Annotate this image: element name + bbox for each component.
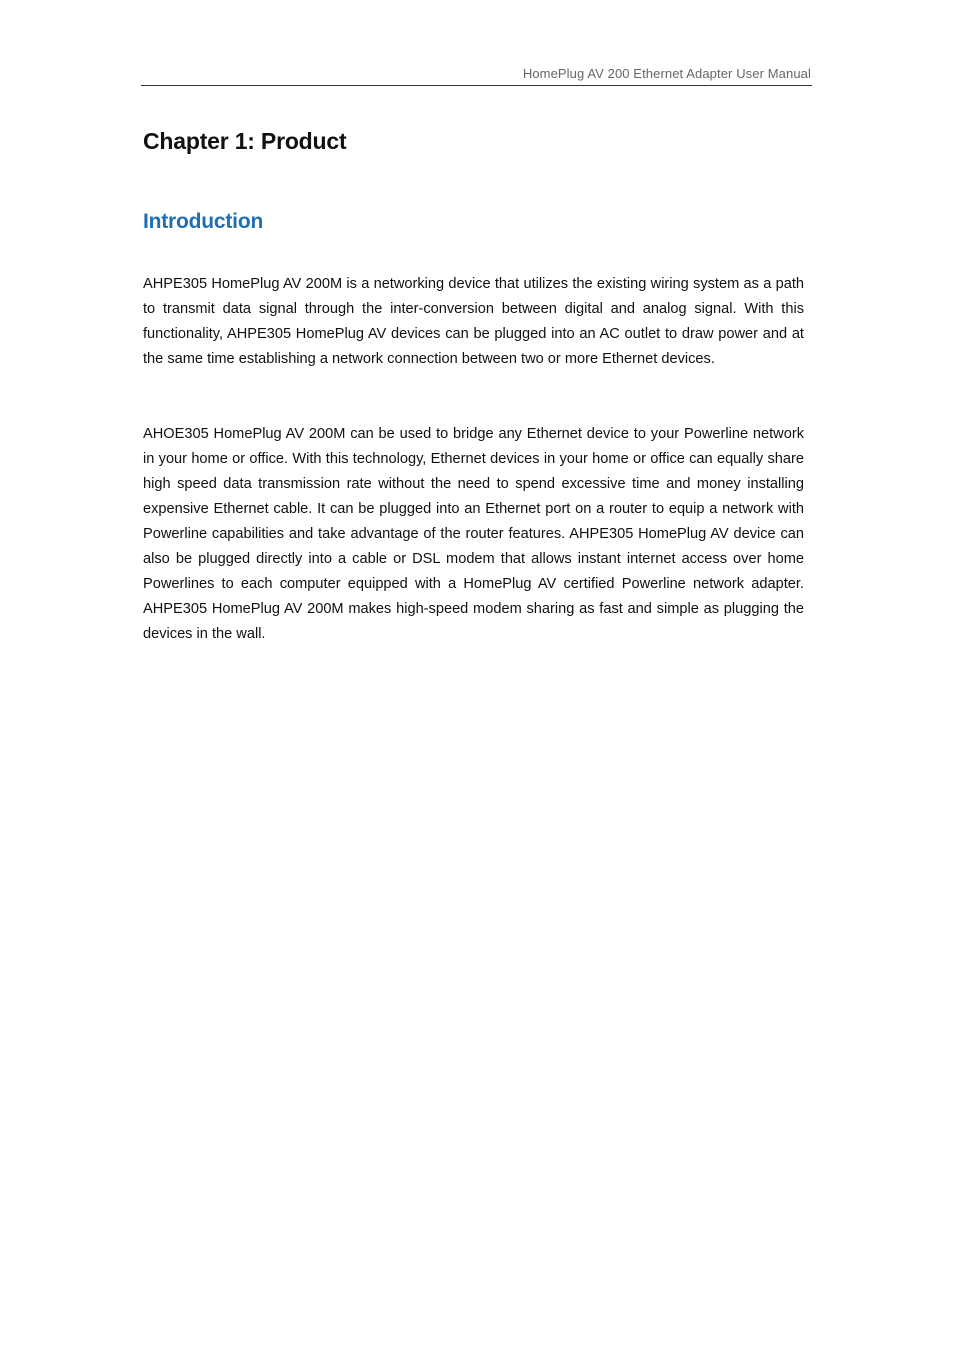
section-title: Introduction <box>143 210 264 233</box>
body-paragraph: AHPE305 HomePlug AV 200M is a networking device that utilizes the existing wiring system as a path to transmit data signal through the inter-conversion between digital and analog signal. With this functionality, AHPE305 HomePlug AV devices can be plugged into an AC outlet to draw power and at the same time establishing a network connection between two or more Ethernet devices. <box>143 276 804 367</box>
header-divider <box>141 85 812 86</box>
running-header: HomePlug AV 200 Ethernet Adapter User Manual <box>522 66 811 81</box>
body-paragraph: AHOE305 HomePlug AV 200M can be used to bridge any Ethernet device to your Powerline network in your home or office. With this technology, Ethernet devices in your home or office can equally share high speed data transmission rate without the need to spend excessive time and money installing expensive Ethernet cable. It can be plugged into an Ethernet port on a router to equip a network with Powerline capabilities and take advantage of the router features. AHPE305 HomePlug AV device can also be plugged directly into a cable or DSL modem that allows instant internet access over home Powerlines to each computer equipped with a HomePlug AV certified Powerline network adapter. AHPE305 HomePlug AV 200M makes high-speed modem sharing as fast and simple as plugging the devices in the wall. <box>143 426 804 642</box>
chapter-title: Chapter 1: Product <box>143 128 347 154</box>
